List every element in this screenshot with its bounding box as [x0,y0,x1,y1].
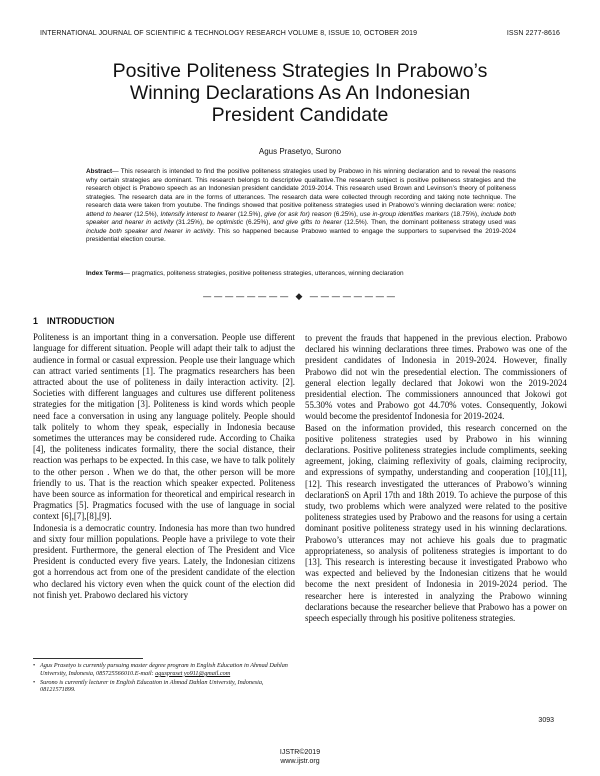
abstract-text: — This research is intended to find the positive politeness strategies used by Prabowo in his winning declaration and to reveal the reasons why certain strategies are dominant. This research belongs to descriptive qualitative.The research subject is positive politeness strategies and the research object is Prabowo speech as an Indonesian president candidate 2019-2014. This research used Brown and Levinson’s theory of politeness strategies. The research data are in the forms of utterances. The research data were collected through recording and taking note technique. The research data were taken from youtube. The findings showed that positive politeness strategies used in Prabowo’s winning declaration were: [86,168,516,209]
right-column [305,333,567,624]
strategy: Intensify interest to hearer [160,210,236,218]
strategy: give (or ask for) reason [264,210,332,218]
footer-url[interactable]: www.ijstr.org [280,758,320,765]
footer-code: IJSTR©2019 [279,749,321,756]
abstract-text: (6.25%), [243,219,273,226]
strategy: notice; attend to hearer [86,202,516,218]
section-title-first: I [46,316,50,326]
paragraph: Politeness is an important thing in a conversation. People use different language for different situation. People will adapt their talk to adjust the audience in formal or casual expression. People use their language which can attract varied sentiments [1]. The pragmatics researchers has been attracted about the use of politeness in daily interaction activity. [2]. Societies with different languages and cultures use different politeness strategies for the mitigation [3]. Politeness is kind words which people need face a conversation in using any language politely. People should talk politely to whom they speak, especially in Indonesia because sometimes the utterances may be considered rude. According to Chaika [4], the politeness indicates formality, there the social distance, their reaction was perhaps to be expected. In this case, we have to talk politely to the other person . When we do that, the other person will be more friendly to us. That is the reaction which speaker expected. Politeness have been source as information for theoretical and empirical research in Pragmatics [5]. Pragmatics focused with the use of language in social context [6],[7],[8],[9]. [33,332,295,522]
footnote-body: Agus Prasetyo is currently pursuing master degree program in English Education in Ahmad Dahlan University, Indonesia, 085725566010.E-mail: [40,662,288,677]
email-link[interactable]: aguspraset yo911@gmail.com [155,669,231,677]
section-divider: ———————— ◆ ———————— [202,292,398,302]
index-terms-text: — pragmatics, politeness strategies, positive politeness strategies, utterances, winning declaration [123,270,404,277]
bullet-icon: • [33,678,36,686]
title-line: President Candidate [211,104,389,126]
index-terms [86,270,516,279]
section-number: 1 [33,316,38,326]
strategy: include both speaker and hearer in activity [86,227,214,235]
abstract-text: (31.25%), [173,219,207,226]
strategy: use in-group identifies markers [360,210,449,218]
abstract-text: (18.75%), [448,210,481,218]
footnote-rule [33,658,143,659]
footnote [33,662,295,678]
abstract-text: (12.5%), [235,210,265,218]
bullet-icon: • [33,662,36,669]
abstract-text: (12.5%), [132,210,161,218]
running-header [40,30,560,37]
left-column [33,316,295,601]
abstract-label: Abstract [86,168,113,175]
issn: ISSN 2277-8616 [506,30,560,37]
abstract [86,168,516,245]
footnote-text: Surono is currently lecturer in English Education in Ahmad Dahlan University, Indonesia, 08121571899. [40,678,264,694]
authors: Agus Prasetyo, Surono [258,147,342,156]
strategy: include both speaker and hearer in activity [86,210,516,226]
strategy: and give gifts to hearer [272,219,342,226]
abstract-text: (6.25%), [331,210,361,218]
page-number: 3093 [538,717,554,724]
abstract-text: (12.5%). Then, the dominant politeness strategy used was [341,219,516,226]
journal-name: INTERNATIONAL JOURNAL OF SCIENTIFIC & TECHNOLOGY RESEARCH VOLUME 8, ISSUE 10, OCTOBER 2019 [40,30,418,37]
title-line: Winning Declarations As An Indonesian [129,82,471,104]
footnote [33,679,295,695]
paragraph: Indonesia is a democratic country. Indonesia has more than two hundred and sixty four million populations. People have a privilege to vote their president. Furthermore, the general election of The President and Vice President is conducted every five years. Lately, the Indonesian citizens got a horrendous act from one of the president candidate of the election who declared his victory even when the quick count of the election did not finish yet. Prabowo declared his victory [33,522,295,600]
section-title-rest: NTRODUCTION [49,316,115,326]
paper-title [40,60,560,126]
footnote-text [40,662,295,678]
index-terms-label: Index Terms [86,270,124,277]
abstract-text: . This so happened because Prabowo wanted to engage the supporters to supervised the 2019-2024 presidential election course. [86,227,516,243]
title-line: Positive Politeness Strategies In Prabowo’s [112,60,488,82]
section-heading [33,316,295,327]
strategy: be optimistic [206,219,244,226]
footnotes [33,662,295,695]
paragraph: Based on the information provided, this research concerned on the positive politeness strategies used by Prabowo in his winning declarations. Positive politeness strategies include compliments, seeking agreement, joking, claiming reflexivity of goals, claiming reciprocity, and expressions of sympathy, understanding and cooperation [10],[11],[12]. This research investigated the utterances of Prabowo’s winning declarationS on April 17th and 18th 2019. To achieve the purpose of this study, two problems which were analyzed were related to the positive politeness strategies used by Prabowo and the reasons for using a certain dominant positive politeness strategy used in his winning declarations. Prabowo’s utterances may not achieve his goals due to pragmatic appropriateness, so analysis of politeness strategies is important to do [13]. This research is interesting because it investigated Prabowo who was expected and believed by the Indonesian citizens that he would become the next president of Indonesia in 2019-2024 period. The researcher here is interested in analyzing the Prabowo winning declarations because the researcher believe that Prabowo has a power on speech especially through his positive politeness strategies. [305,422,567,624]
paragraph: to prevent the frauds that happened in the previous election. Prabowo declared his winning declarations three times. Prabowo was one of the president candidates of Indonesia in 2019-2024. However, finally Prabowo did not win the presedential election. The commissioners of general election legally declared that Jokowi won the 2019-2024 presidential election. The commissioners announced that Jokowi got 55.30% votes and Prabowo got 44.70% votes. Consequently, Jokowi would become the presidentof Indonesia for 2019-2024. [305,333,567,422]
page-footer [0,748,600,766]
